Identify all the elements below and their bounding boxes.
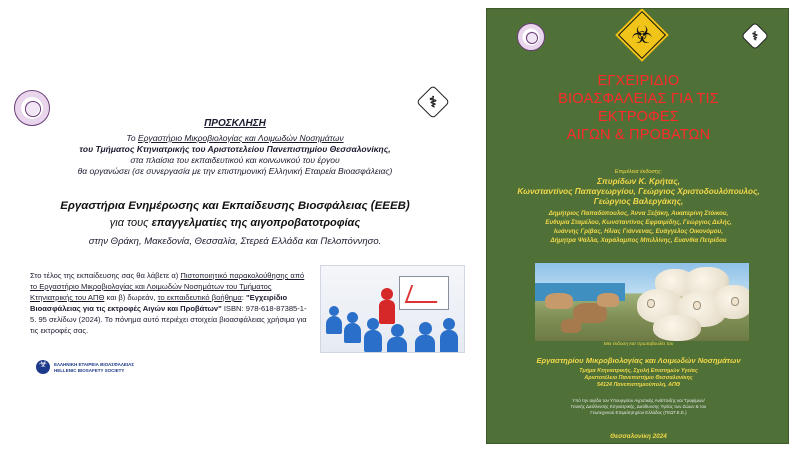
body-part-1: Στο τέλος της εκπαίδευσης σας θα λάβετε α)	[30, 271, 181, 280]
cover-university-seal-icon	[517, 23, 545, 51]
goat-icon	[545, 293, 573, 309]
sheep-icon	[653, 315, 701, 341]
editor-line-2: Κωνσταντίνος Παπαγεωργίου, Γεώργιος Χριστοδουλόπουλος,	[517, 187, 760, 196]
attendee-icon	[391, 324, 404, 337]
body-book-title: "Εγχειρίδιο Βιοασφάλειας για τις εκτροφές Αιγών και Προβάτων"	[30, 293, 288, 313]
audience-prefix: για τους	[109, 217, 152, 229]
biosafety-society-logo-icon	[36, 360, 50, 374]
editor-line-3: Γεώργιος Βαλεργάκης,	[593, 197, 684, 206]
audience-bold: επαγγελματίες της αιγοπροβατοτροφίας	[151, 217, 361, 229]
cover-veterinary-logo-icon: ⚕	[741, 22, 769, 50]
lab-line-2: Αριστοτέλειο Πανεπιστήμιο Θεσσαλονίκης	[584, 375, 693, 381]
photo-caption: Μια έκδοση και πρωτοβουλία του	[603, 342, 674, 347]
society-name-greek: ΕΛΛΗΝΙΚΗ ΕΤΑΙΡΕΙΑ ΒΙΟΑΣΦΑΛΕΙΑΣ	[54, 362, 135, 367]
auspices-line-2: Γενικής Διεύθυνσης Κτηνιατρικής, Διεύθυνσης Υγείας των Ζώων & του	[570, 404, 707, 409]
presentation-board-icon	[399, 276, 449, 310]
attendee-icon	[344, 323, 361, 343]
contributors-line-3: Ιωάννης Γρίβας, Ηλίας Γιάννενας, Ευάγγελος Οικονόμου,	[554, 228, 723, 235]
body-part-2: και β) δωρεάν,	[104, 293, 158, 302]
auspices-line-1: Υπό την αιγίδα του Υπουργείου Αγροτικής Ανάπτυξης και Τροφίμων/	[572, 398, 705, 403]
attendee-icon	[326, 316, 342, 334]
lab-line-1: Τμήμα Κτηνιατρικής, Σχολή Επιστημών Υγείας	[579, 368, 698, 374]
editors-label: Επιμέλεια έκδοσης:	[614, 169, 663, 175]
attendee-icon	[329, 306, 339, 316]
body-part-3: :	[241, 293, 247, 302]
cover-title-line-1: ΕΓΧΕΙΡΙΔΙΟ	[597, 73, 680, 89]
invitation-line-2: του Τμήματος Κτηνιατρικής του Αριστοτελείου Πανεπιστημίου Θεσσαλονίκης,	[79, 144, 391, 154]
cover-title-line-3: ΕΚΤΡΟΦΕΣ	[598, 109, 679, 125]
presenter-body-icon	[379, 300, 395, 324]
book-cover	[486, 8, 789, 444]
attendee-icon	[387, 337, 407, 353]
invitation-line-3: στα πλαίσια του εκπαιδευτικού και κοινωνικού του έργου	[130, 155, 340, 165]
goat-icon	[597, 293, 619, 307]
invitation-line-4: θα οργανώσει (σε συνεργασία με την επιστημονική Ελληνική Εταιρεία Βιοασφάλειας)	[77, 166, 393, 176]
sheep-face-icon	[647, 299, 655, 308]
society-name-english: HELLENIC BIOSAFETY SOCIETY	[54, 367, 125, 373]
lab-link[interactable]: Εργαστήριο Μικροβιολογίας και Λοιμωδών Νοσημάτων	[137, 133, 344, 143]
training-illustration	[320, 265, 465, 353]
cover-title-line-2: ΒΙΟΑΣΦΑΛΕΙΑΣ ΓΙΑ ΤΙΣ	[558, 91, 719, 107]
audience-line	[0, 217, 470, 229]
invitation-line-1-prefix: Το	[126, 133, 138, 143]
lab-name: Εργαστηρίου Μικροβιολογίας και Λοιμωδών Νοσημάτων	[536, 356, 741, 365]
biosafety-society-name	[54, 362, 134, 373]
attendee-icon	[347, 312, 358, 323]
attendee-icon	[364, 330, 382, 352]
attendee-icon	[443, 318, 455, 330]
city-year: Θεσσαλονίκη 2024	[610, 433, 667, 440]
body-part-4: ISBN: 978-618-87385-1-5. 95 σελίδων (2024). Το πόνημα αυτό περιέχει στοιχεία βιοασφάλειας χρήσιμα για τις εκτροφές σας.	[30, 304, 307, 335]
contributors-line-4: Δήμητρα Ψάλλα, Χαράλαμπος Μπιλλίνης, Ευανθία Πετρίδου	[550, 237, 727, 244]
goats-and-sheep-photo	[535, 263, 749, 341]
attendee-icon	[440, 330, 458, 353]
veterinary-logo-icon: ⚕	[416, 85, 450, 119]
body-aid: το εκπαιδευτικό βοήθημα	[157, 293, 242, 302]
sheep-face-icon	[731, 297, 739, 306]
contributors-line-1: Δημήτριος Παπαδόπουλος, Άννα Ξεξάκη, Αικατερίνη Στόικου,	[548, 210, 729, 217]
invitation-heading: ΠΡΟΣΚΛΗΣΗ	[204, 118, 266, 129]
biohazard-icon: ☣	[631, 21, 653, 49]
invitation-line-1	[0, 133, 470, 143]
body-certificate: Πιστοποιητικό παρακολούθησης από το Εργαστήριο Μικροβιολογίας και Λοιμωδών Νοσημάτων του Τμήματος Κτηνιατρικής του ΑΠΘ	[30, 271, 305, 302]
goat-icon	[561, 319, 581, 333]
cover-title-line-4: ΑΙΓΩΝ & ΠΡΟΒΑΤΩΝ	[566, 127, 711, 143]
editor-line-1: Σπυρίδων Κ. Κρήτας,	[597, 177, 680, 186]
sheep-face-icon	[693, 301, 701, 310]
presenter-head-icon	[381, 288, 393, 300]
attendee-icon	[367, 318, 379, 330]
lab-line-3: 54124 Πανεπιστημιούπολη, ΑΠΘ	[596, 382, 681, 388]
auspices-line-3: Γεωτεχνικού Επιμελητηρίου Ελλάδος (ΓΕΩΤ.Ε.Ε.)	[590, 410, 687, 415]
attendee-icon	[415, 335, 435, 353]
workshops-title: Εργαστήρια Ενημέρωσης και Εκπαίδευσης Βιοσφάλειας (ΕΕΕΒ)	[60, 200, 410, 212]
attendee-icon	[419, 322, 432, 335]
regions-line: στην Θράκη, Μακεδονία, Θεσσαλία, Στερεά Ελλάδα και Πελοπόννησο.	[88, 236, 382, 247]
contributors-line-2: Ευθυμία Σταμέλου, Κωνσταντίνος Εφραιμίδης, Γεώργιος Δελής,	[545, 219, 732, 226]
invitation-body-text	[30, 270, 312, 336]
